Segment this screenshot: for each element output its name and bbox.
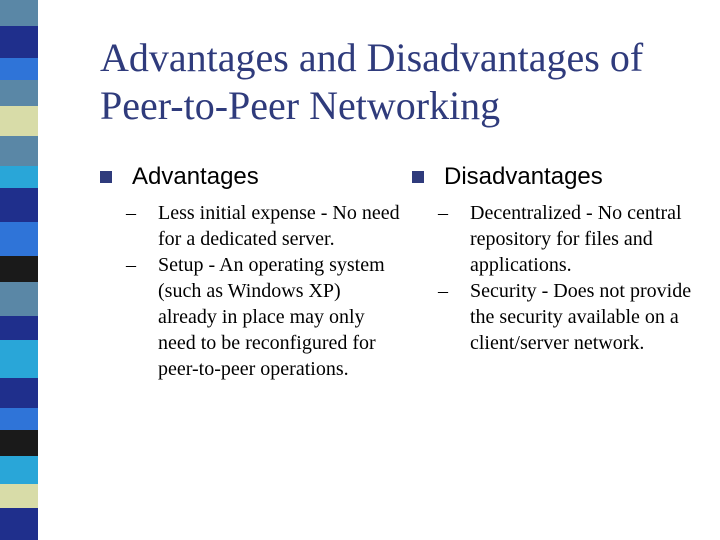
stripe-block: [0, 136, 38, 166]
stripe-block: [0, 26, 38, 58]
advantages-heading: [100, 160, 400, 194]
stripe-block: [0, 430, 38, 456]
title-line-1: Advantages and Disadvantages of: [100, 35, 644, 80]
stripe-block: [0, 456, 38, 484]
stripe-block: [0, 378, 38, 408]
stripe-block: [0, 408, 38, 430]
stripe-block: [0, 282, 38, 316]
stripe-block: [0, 340, 38, 378]
list-item: [100, 252, 400, 382]
decorative-stripe: [0, 0, 38, 540]
stripe-block: [0, 222, 38, 256]
advantages-column: [100, 160, 400, 382]
disadvantages-heading-label: Disadvantages: [444, 163, 603, 190]
stripe-block: [0, 484, 38, 508]
dash-bullet: –: [438, 202, 448, 224]
list-item-text: Decentralized - No central repository for files and applications.: [470, 202, 682, 276]
dash-bullet: –: [126, 202, 136, 224]
advantages-list: [100, 200, 400, 382]
stripe-block: [0, 0, 38, 26]
list-item-text: Less initial expense - No need for a dedicated server.: [158, 202, 400, 250]
list-item-text: Security - Does not provide the security available on a client/server network.: [470, 280, 692, 354]
dash-bullet: –: [126, 254, 136, 276]
square-bullet-icon: [412, 171, 424, 183]
stripe-block: [0, 58, 38, 80]
stripe-block: [0, 80, 38, 106]
list-item-text: Setup - An operating system (such as Windows XP) already in place may only need to be reconfigured for peer-to-peer operations.: [158, 254, 385, 380]
advantages-heading-label: Advantages: [132, 163, 259, 190]
list-item: [412, 200, 712, 278]
stripe-block: [0, 166, 38, 188]
disadvantages-heading: [412, 160, 712, 194]
stripe-block: [0, 256, 38, 282]
title-line-2: Peer-to-Peer Networking: [100, 83, 501, 128]
stripe-block: [0, 188, 38, 222]
slide-title: [100, 34, 710, 130]
stripe-block: [0, 508, 38, 540]
stripe-block: [0, 316, 38, 340]
square-bullet-icon: [100, 171, 112, 183]
list-item: [412, 278, 712, 356]
dash-bullet: –: [438, 280, 448, 302]
stripe-block: [0, 106, 38, 136]
disadvantages-column: [412, 160, 712, 356]
list-item: [100, 200, 400, 252]
disadvantages-list: [412, 200, 712, 356]
